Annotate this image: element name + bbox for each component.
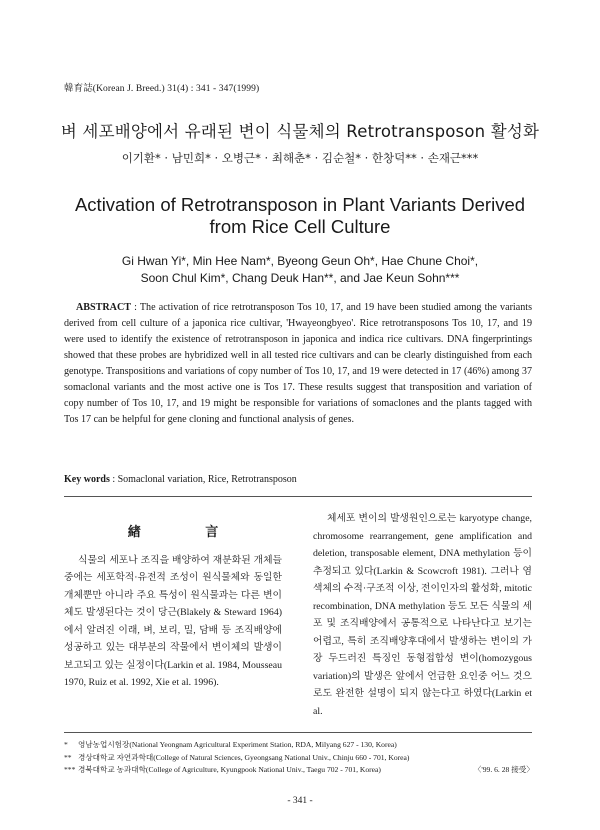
section-heading-introduction: 緖 言 <box>127 525 249 540</box>
footnote-text: 경상대학교 자연과학대(College of Natural Sciences, Gyeongsang National Univ., Chinju 660 - 701, Korea) <box>78 752 410 762</box>
title-korean: 벼 세포배양에서 유래된 변이 식물체의 Retrotransposon 활성화 <box>60 122 540 141</box>
footnote <box>64 764 534 777</box>
authors-english-line-1: Gi Hwan Yi*, Min Hee Nam*, Byeong Geun Oh*, Hae Chune Choi*, <box>121 254 479 268</box>
abstract-text: : The activation of rice retrotransposon Tos 10, 17, and 19 have been studied among the variants derived from cell culture of a japonica rice cultivar, 'Hwayeongbyeo'. Rice retrotransposons Tos 10, 17, and 19 were used to identify the existence of retrotransposon in japonica and indica rice cultivars. DNA fingerprintings showed that these probes are hybridized well in all tested rice cultivars and can be clearly distinguished from each genotype. Transpositions and variations of copy number of Tos 10, 17, and 19 were detected in 17 (46%) among 37 somaclonal variants and the most active one is Tos 17. These results suggest that transposition and variation of copy number of Tos 10, 17, and 19 might be responsible for variations of somaclones and the plants tagged with Tos 17 can be helpful for gene cloning and functional analysis of genes. <box>64 302 532 425</box>
journal-citation: 韓育誌(Korean J. Breed.) 31(4) : 341 - 347(1999) <box>64 84 260 94</box>
footnote-mark: ** <box>64 752 72 762</box>
received-date: 〈'99. 6. 28 接受〉 <box>473 765 534 774</box>
footnote <box>64 752 534 765</box>
footnotes <box>64 739 534 777</box>
abstract-label: ABSTRACT <box>76 302 131 313</box>
footnote-divider <box>64 732 532 733</box>
footnote-text: 영남농업시험장(National Yeongnam Agricultural Experiment Station, RDA, Milyang 627 - 130, Korea) <box>78 740 397 749</box>
footnote-text: 경북대학교 농과대학(College of Agriculture, Kyungpook National Univ., Taegu 702 - 701, Korea) <box>78 765 381 774</box>
left-column-paragraph: 식물의 세포나 조직을 배양하여 재분화된 개체들중에는 세포학적·유전적 조성이 원식물체와 동일한 개체뿐만 아니라 주요 특성이 원식물과는 다른 변이체도 발생된다는 것이 당근(Blakely & Steward 1964)에서 알려진 이래, 벼, 보리, 밀, 담배 등 조직배양에 성공하고 있는 대부분의 작물에서 변이체의 발생이 보고되고 있는 실정이다(Larkin et al. 1984, Mousseau 1970, Ruiz et al. 1992, Xie et al. 1996). <box>64 554 282 688</box>
keywords <box>64 474 297 485</box>
left-column <box>64 510 282 692</box>
title-english <box>40 194 560 238</box>
authors-english <box>40 253 560 287</box>
footnote-mark: *** <box>64 765 76 774</box>
authors-korean: 이기환* · 남민희* · 오병근* · 최해춘* · 김순철* · 한창덕** · 손재근*** <box>121 151 479 165</box>
footnote-mark: * <box>64 740 68 749</box>
page-number: - 341 - <box>287 796 313 806</box>
title-english-line-1: Activation of Retrotransposon in Plant Variants Derived <box>74 194 526 215</box>
abstract <box>64 300 532 428</box>
section-divider <box>64 496 532 497</box>
right-column-paragraph: 체세포 변이의 발생원인으로는 karyotype change, chromosome rearrangement, gene amplification and deletion, transposable element, DNA methylation 등이 추정되고 있다(Larkin & Scowcroft 1981). 그러나 염색체의 수적·구조적 이상, 전이인자의 활성화, mitotic recombination, DNA methylation 등도 모든 식물의 세포 및 조직배양에서 공통적으로 나타난다고 보기는 어렵고, 특히 조직배양후대에서 발생하는 변이의 가장 두드러진 특징인 동형접합성 변이(homozygous variation)의 발생은 앞에서 언급한 요인중 어느 것으로도 완전한 설명이 되지 않는다고 하였다(Larkin et al. <box>313 513 532 717</box>
title-english-line-2: from Rice Cell Culture <box>209 216 391 237</box>
keywords-text: : Somaclonal variation, Rice, Retrotransposon <box>112 474 297 485</box>
authors-english-line-2: Soon Chul Kim*, Chang Deuk Han**, and Jae Keun Sohn*** <box>140 271 460 285</box>
right-column <box>313 510 532 720</box>
footnote <box>64 739 534 752</box>
keywords-label: Key words <box>64 474 110 485</box>
